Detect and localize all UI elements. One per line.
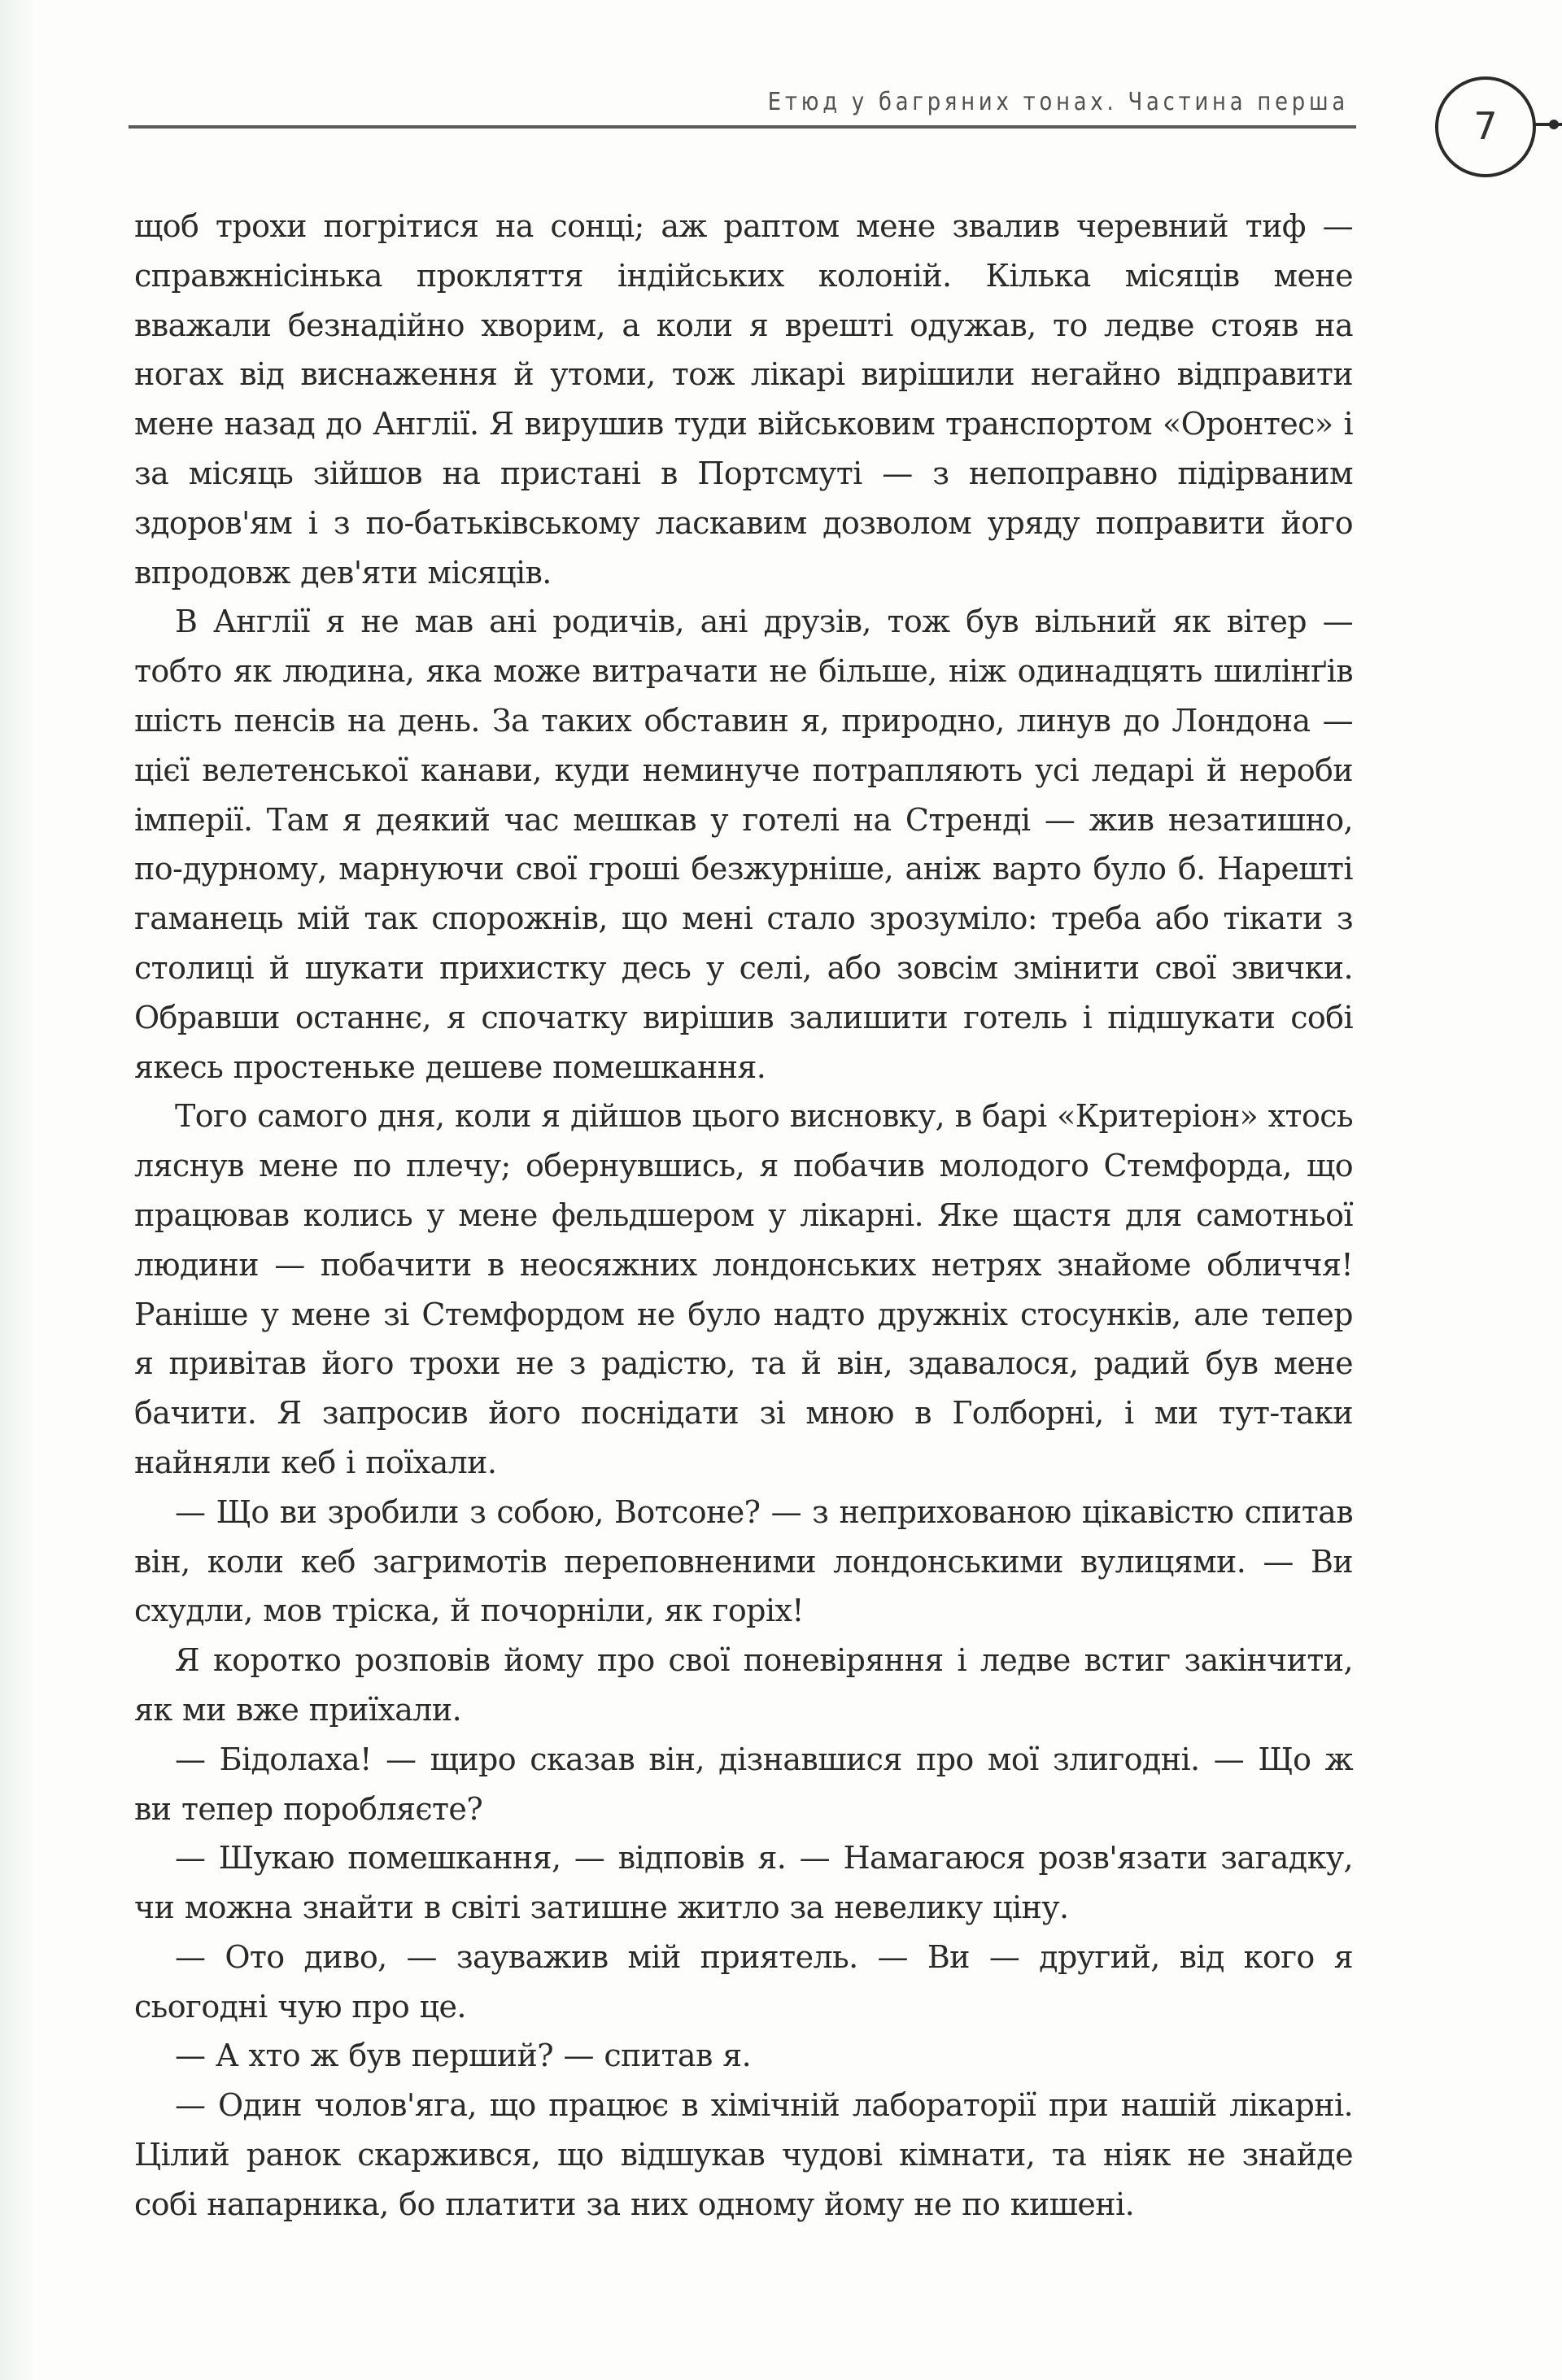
paragraph: Того самого дня, коли я дійшов цього висновку, в барі «Критеріон» хтось ляснув мене по плечу; обернувшись, я побачив молодого Стемфорда, що працював колись у мене фельдшером у лікарні. Яке щастя для самотньої людини — побачити в неосяжних лондонських нетрях знайоме обличчя! Раніше у мене зі Стемфордом не було надто дружніх стосунків, але тепер я привітав його трохи не з радістю, та й він, здавалося, радий був мене бачити. Я запросив його поснідати зі мною в Голборні, і ми тут-таки найняли кеб і поїхали. bbox=[134, 1098, 1353, 1480]
page-number-badge bbox=[1435, 76, 1536, 177]
dialogue-paragraph: — А хто ж був перший? — спитав я. bbox=[175, 2038, 752, 2074]
dialogue-paragraph: — Що ви зробили з собою, Вотсоне? — з неприхованою цікавістю спитав він, коли кеб загримотів переповненими лондонськими вулицями. — Ви схудли, мов тріска, й почорніли, як горіх! bbox=[134, 1493, 1353, 1629]
page-marker-dot-icon bbox=[1549, 120, 1559, 129]
body-text bbox=[134, 202, 1353, 2230]
dialogue-paragraph: — Ото диво, — зауважив мій приятель. — Ви — другий, від кого я сьогодні чую про це. bbox=[134, 1938, 1353, 2025]
page-edge-shadow bbox=[0, 0, 33, 2380]
running-header-title: Етюд у багряних тонах. Частина перша bbox=[767, 88, 1349, 116]
paragraph: В Англії я не мав ані родичів, ані друзів, тож був вільний як вітер — тобто як людина, яка може витрачати не більше, ніж одинадцять шилінґів шість пенсів на день. За таких обставин я, природно, линув до Лондона — цієї велетенської канави, куди неминуче потрапляють усі ледарі й нероби імперії. Там я деякий час мешкав у готелі на Стренді — жив незатишно, по-дурному, марнуючи свої гроші безжурніше, аніж варто було б. Нарешті гаманець мій так спорожнів, що мені стало зрозуміло: треба або тікати з столиці й шукати прихистку десь у селі, або зовсім змінити свої звички. Обравши останнє, я спочатку вирішив залишити готель і підшукати собі якесь простеньке дешеве помешкання. bbox=[134, 604, 1353, 1085]
dialogue-paragraph: — Шукаю помешкання, — відповів я. — Намагаюся розв'язати загадку, чи можна знайти в світі затишне житло за невелику ціну. bbox=[134, 1840, 1353, 1926]
paragraph-continued: щоб трохи погрітися на сонці; аж раптом мене звалив черевний тиф — справжнісінька прокляття індійських колоній. Кілька місяців мене вважали безнадійно хворим, а коли я врешті одужав, то ледве стояв на ногах від виснаження й утоми, тож лікарі вирішили негайно відправити мене назад до Англії. Я вирушив туди військовим транспортом «Оронтес» і за місяць зійшов на пристані в Портсмуті — з непоправно підірваним здоров'ям і з по-батьківському ласкавим дозволом уряду поправити його впродовж дев'яти місяців. bbox=[134, 208, 1353, 591]
dialogue-paragraph: — Один чолов'яга, що працює в хімічній лабораторії при нашій лікарні. Цілий ранок скаржився, що відшукав чудові кімнати, та ніяк не знайде собі напарника, бо платити за них одному йому не по кишені. bbox=[134, 2087, 1353, 2222]
page-number: 7 bbox=[1473, 104, 1498, 148]
paragraph: Я коротко розповів йому про свої поневіряння і ледве встиг закінчити, як ми вже приїхали. bbox=[134, 1642, 1353, 1728]
header-divider-rule bbox=[129, 125, 1356, 129]
dialogue-paragraph: — Бідолаха! — щиро сказав він, дізнавшися про мої злигодні. — Що ж ви тепер поробляєте? bbox=[134, 1741, 1353, 1827]
